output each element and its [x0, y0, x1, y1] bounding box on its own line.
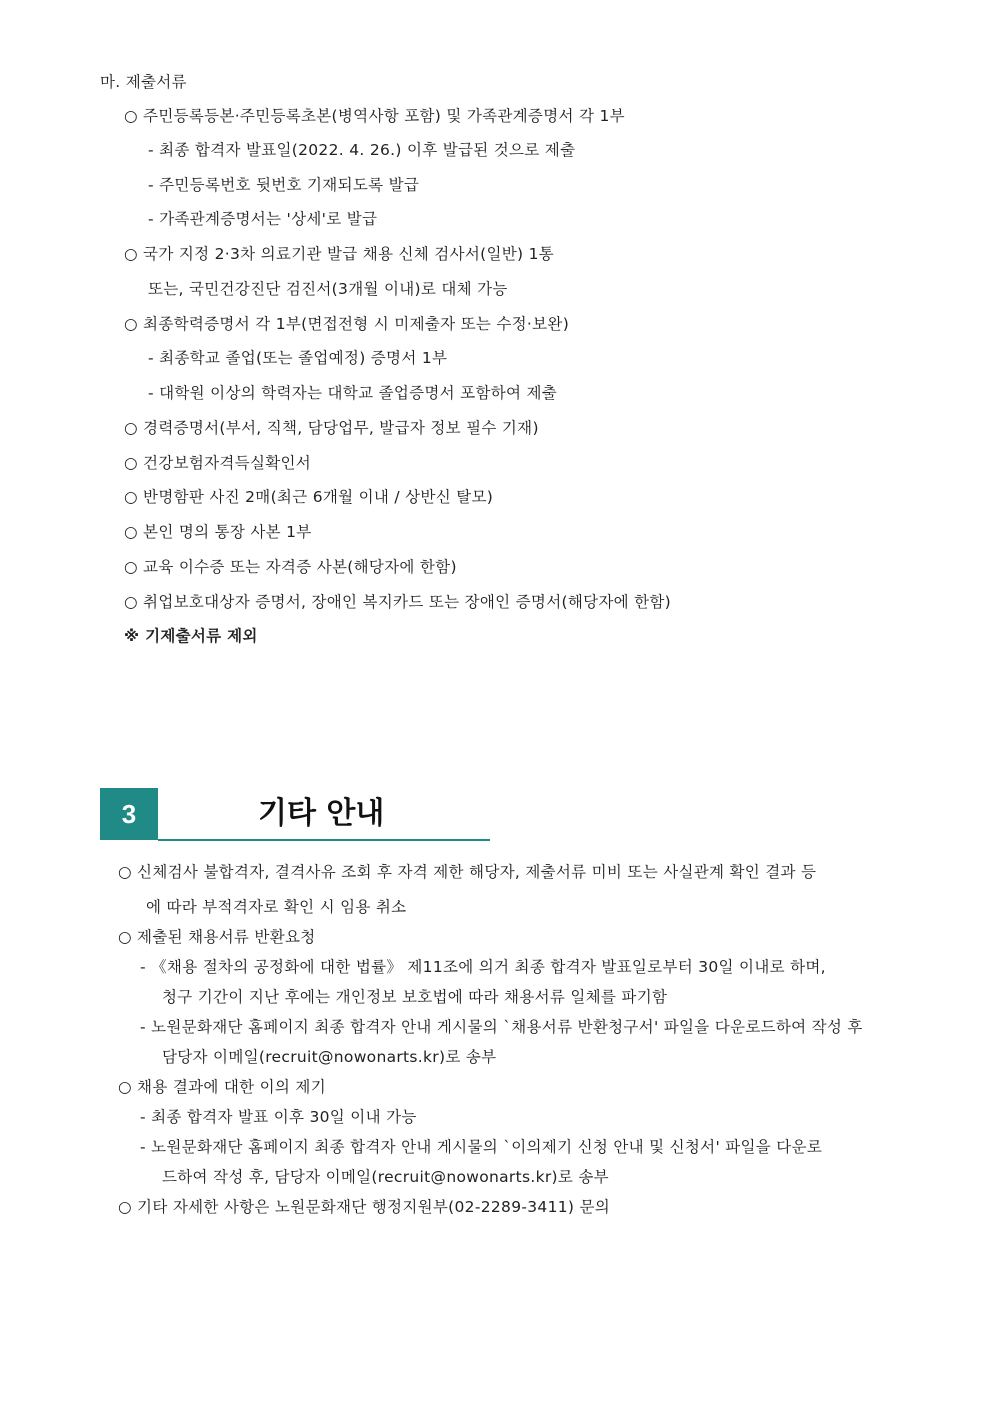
document-subitem: - 대학원 이상의 학력자는 대학교 졸업증명서 포함하여 제출: [148, 384, 558, 402]
document-item: ○ 본인 명의 통장 사본 1부: [124, 523, 312, 541]
document-item-continuation: 또는, 국민건강진단 검진서(3개월 이내)로 대체 가능: [148, 280, 508, 298]
section-title: 기타 안내: [258, 796, 385, 831]
document-item: ○ 취업보호대상자 증명서, 장애인 복지카드 또는 장애인 증명서(해당자에 한함): [124, 593, 672, 611]
document-item: ○ 경력증명서(부서, 직책, 담당업무, 발급자 정보 필수 기재): [124, 419, 539, 437]
document-item: ○ 주민등록등본·주민등록초본(병역사항 포함) 및 가족관계증명서 각 1부: [124, 107, 625, 125]
info-subitem-continuation: 청구 기간이 지난 후에는 개인정보 보호법에 따라 채용서류 일체를 파기함: [162, 988, 668, 1006]
info-subitem-continuation: 드하여 작성 후, 담당자 이메일(recruit@nowonarts.kr)로 송부: [162, 1168, 609, 1186]
document-subitem: - 최종 합격자 발표일(2022. 4. 26.) 이후 발급된 것으로 제출: [148, 141, 576, 159]
document-item: ○ 교육 이수증 또는 자격증 사본(해당자에 한함): [124, 558, 457, 576]
info-item-continuation: 에 따라 부적격자로 확인 시 임용 취소: [146, 898, 407, 916]
document-item: ○ 건강보험자격득실확인서: [124, 454, 312, 472]
info-subitem: - 최종 합격자 발표 이후 30일 이내 가능: [140, 1108, 417, 1126]
document-item: ○ 최종학력증명서 각 1부(면접전형 시 미제출자 또는 수정·보완): [124, 315, 570, 333]
section-3-header: [100, 788, 490, 842]
info-subitem-continuation: 담당자 이메일(recruit@nowonarts.kr)로 송부: [162, 1048, 497, 1066]
document-note: ※ 기제출서류 제외: [124, 627, 258, 645]
section-ma-heading: 마. 제출서류: [100, 73, 187, 91]
document-item: ○ 반명함판 사진 2매(최근 6개월 이내 / 상반신 탈모): [124, 488, 494, 506]
info-item: ○ 기타 자세한 사항은 노원문화재단 행정지원부(02-2289-3411) 문의: [118, 1198, 611, 1216]
document-subitem: - 최종학교 졸업(또는 졸업예정) 증명서 1부: [148, 349, 448, 367]
section-number-badge: 3: [100, 788, 158, 840]
info-item: ○ 제출된 채용서류 반환요청: [118, 928, 316, 946]
info-item: ○ 채용 결과에 대한 이의 제기: [118, 1078, 326, 1096]
info-subitem: - 《채용 절차의 공정화에 대한 법률》 제11조에 의거 최종 합격자 발표일로부터 30일 이내로 하며,: [140, 958, 826, 976]
document-subitem: - 가족관계증명서는 '상세'로 발급: [148, 210, 378, 228]
document-item: ○ 국가 지정 2·3차 의료기관 발급 채용 신체 검사서(일반) 1통: [124, 245, 555, 263]
section-underline: [158, 839, 490, 841]
info-item: ○ 신체검사 불합격자, 결격사유 조회 후 자격 제한 해당자, 제출서류 미비 또는 사실관계 확인 결과 등: [118, 863, 817, 881]
info-subitem: - 노원문화재단 홈페이지 최종 합격자 안내 게시물의 `채용서류 반환청구서' 파일을 다운로드하여 작성 후: [140, 1018, 863, 1036]
info-subitem: - 노원문화재단 홈페이지 최종 합격자 안내 게시물의 `이의제기 신청 안내 및 신청서' 파일을 다운로: [140, 1138, 823, 1156]
document-subitem: - 주민등록번호 뒷번호 기재되도록 발급: [148, 176, 420, 194]
